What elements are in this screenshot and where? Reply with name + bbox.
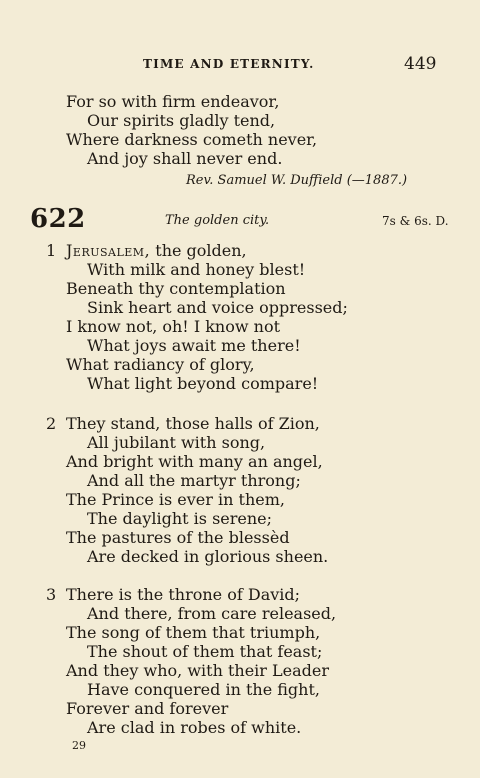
- verse-line: What light beyond compare!: [87, 374, 319, 393]
- verse-line: Beneath thy contemplation: [66, 279, 286, 298]
- prev-line: And joy shall never end.: [87, 149, 283, 168]
- verse-first-line: [66, 241, 247, 260]
- verse-first-line-rest: the golden,: [150, 241, 247, 260]
- author-attribution: Rev. Samuel W. Duffield (—1887.): [186, 173, 408, 188]
- verse-first-line: They stand, those halls of Zion,: [66, 414, 320, 433]
- verse-number: 3: [46, 585, 57, 604]
- verse-number: 1: [46, 241, 57, 260]
- verse-line: Have conquered in the fight,: [87, 680, 320, 699]
- verse-line: The Prince is ever in them,: [66, 490, 285, 509]
- running-header: TIME AND ETERNITY.: [143, 57, 315, 71]
- verse-line: And there, from care released,: [87, 604, 337, 623]
- page-number: 449: [404, 54, 437, 74]
- verse-line: I know not, oh! I know not: [66, 317, 280, 336]
- hymn-meter: 7s & 6s. D.: [382, 214, 449, 228]
- verse-line: Forever and forever: [66, 699, 229, 718]
- signature-mark: 29: [72, 739, 86, 752]
- verse-line: Are decked in glorious sheen.: [87, 547, 329, 566]
- hymn-title: The golden city.: [165, 213, 270, 228]
- verse-line: The daylight is serene;: [87, 509, 273, 528]
- verse-line: With milk and honey blest!: [87, 260, 306, 279]
- verse-line: The song of them that triumph,: [66, 623, 321, 642]
- verse-line: What radiancy of glory,: [66, 355, 255, 374]
- hymn-number: 622: [30, 204, 86, 234]
- verse-line: The pastures of the blessèd: [66, 528, 290, 547]
- verse-number: 2: [46, 414, 57, 433]
- verse-line: What joys await me there!: [87, 336, 301, 355]
- verse-line: Are clad in robes of white.: [87, 718, 302, 737]
- verse-line: The shout of them that feast;: [87, 642, 323, 661]
- verse-line: And they who, with their Leader: [66, 661, 329, 680]
- verse-line: And bright with many an angel,: [66, 452, 323, 471]
- verse-first-line: There is the throne of David;: [66, 585, 301, 604]
- verse-first-word: Jerusalem,: [66, 241, 151, 260]
- verse-line: And all the martyr throng;: [87, 471, 301, 490]
- verse-line: All jubilant with song,: [87, 433, 266, 452]
- prev-line: Our spirits gladly tend,: [87, 111, 276, 130]
- prev-line: For so with firm endeavor,: [66, 92, 280, 111]
- prev-line: Where darkness cometh never,: [66, 130, 318, 149]
- verse-line: Sink heart and voice oppressed;: [87, 298, 348, 317]
